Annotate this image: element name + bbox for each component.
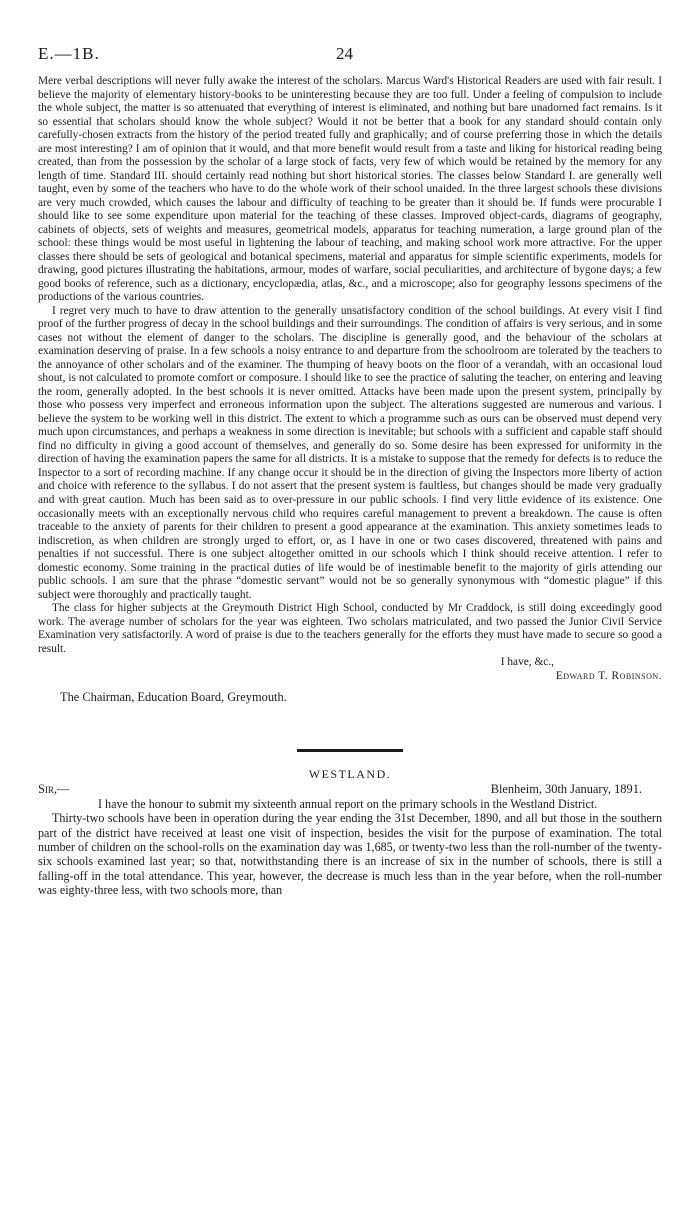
place-date: Blenheim, 30th January, 1891. — [490, 782, 642, 797]
paragraph-high-school: The class for higher subjects at the Greymouth District High School, conducted by Mr Craddock, is still doing exceedingly good work. The average number of scholars for the year was eighteen. Two scholars matriculated, and two passed the Junior Civil Service Examination very satisfactorily. A word of praise is due to the teachers generally for the efforts they must have made to secure so good a result. — [38, 602, 662, 655]
paragraph-westland-schools: Thirty-two schools have been in operation during the year ending the 31st December, 1890, and all but those in the southern part of the district have received at least one visit of inspection, besides the visit for the purpose of examination. The total number of children on the school-rolls on the examination day was 1,685, or twenty-two less than the roll-number of the twenty-six schools examined last year; so that, notwithstanding there is an increase of six in the number of schools, there is still a falling-off in the total attendance. This year, however, the decrease is much less than in the year before, when the roll-number was eighty-three less, with two schools more, than — [38, 811, 662, 898]
salutation-row — [38, 783, 662, 797]
salutation: Sir,— — [38, 782, 70, 797]
paragraph-history-teaching: Mere verbal descriptions will never fully awake the interest of the scholars. Marcus Ward's Historical Readers are used with fair result. I believe the majority of elementary history-books to be uninteresting because they are too full. Under a feeling of compulsion to include the whole subject, the matter is so attenuated that everything of interest is eliminated, and nothing but bare unadorned fact remains. Is it so essential that scholars should know the whole subject? Would it not be better that a book for any standard should contain only carefully-chosen extracts from the history of the period treated fully and graphically; and of course preferring those in which the details are most interesting? I am of opinion that it would, and that more benefit would result from a taste and liking for historical reading being created, than from the possession by the scholar of a large stock of facts, very few of which would be retained by the memory for any length of time. Standard III. should certainly read nothing but short historical stories. The classes below Standard I. are generally well taught, even by some of the teachers who have to do the whole work of their school unaided. In the three largest schools these divisions are very much crowded, which causes the labour and difficulty of teaching to be greater than it should be. If funds were procurable I should like to see some expenditure upon material for the teaching of these classes. Improved object-cards, diagrams of geography, cabinets of objects, sets of weights and measures, geometrical models, apparatus for teaching numeration, a large ground plan of the school: these things would be most useful in lightening the labour of teaching, and making school work more attractive. For the upper classes there should be sets of geological and botanical specimens, material and apparatus for simple scientific experiments, models for drawing, good pictures illustrating the habitations, armour, modes of warfare, social peculiarities, and architecture of bygone days; a few good books of reference, such as a dictionary, encyclopædia, atlas, &c., and a microscope; also for geography lessons specimens of the productions of the various countries. — [38, 75, 662, 304]
paragraph-school-buildings: I regret very much to have to draw attention to the generally unsatisfactory condition of the school buildings. At every visit I find proof of the further progress of decay in the school buildings and their surroundings. The condition of affairs is very serious, and in some cases not without the element of danger to the scholars. The discipline is generally good, and the behaviour of the scholars at examination deserving of praise. In a few schools a noisy entrance to and departure from the schoolroom are tolerated by the teachers to the annoyance of other scholars and of the examiner. The thumping of heavy boots on the floor of a verandah, with an occasional loud shout, is not calculated to promote comfort or composure. I should like to see the practice of saluting the teacher, on entering and leaving the room, generally adopted. In the best schools it is never omitted. Attacks have been made upon the present system, principally by those who possess very imperfect and erroneous information upon the subject. The alterations suggested are numerous and various. I believe the system to be working well in this district. The extent to which a programme such as ours can be observed must depend very much upon circumstances, and perhaps a weakness in some direction is inevitable; but schools with a sufficient and capable staff should find no difficulty in giving a good account of themselves, and generally do so. Some desire has been expressed for uniformity in the direction of having the examination papers the same for all districts. It is a mistake to suppose that the remedy for defects is to reduce the Inspector to a sort of recording machine. If any change occur it should be in the direction of giving the Inspectors more liberty of action and choice with reference to the syllabus. I do not assert that the present system is faultless, but changes should be made very gradually and with great caution. Much has been said as to over-pressure in our public schools. I find very little evidence of its existence. One occasionally meets with an exceptionally nervous child who requires careful management to prevent a breakdown. The cause is often traceable to the anxiety of parents for their children to present a good appearance at the examination. This anxiety sometimes leads to indiscretion, as when children are strongly urged to effort, or, as I have in one or two cases discovered, threatened with pains and penalties if not successful. There is one subject altogether omitted in our schools which I think should receive attention. I refer to domestic economy. Some training in the practical duties of life would be of inestimable benefit to the majority of girls attending our public schools. I am sure that the phrase “domestic servant” would not be so generally synonymous with “domestic plague” if this subject were thoroughly and practically taught. — [38, 304, 662, 601]
paragraph-westland-intro: I have the honour to submit my sixteenth annual report on the primary schools in the Westland District. — [98, 796, 598, 811]
report-body — [38, 75, 662, 898]
addressee: The Chairman, Education Board, Greymouth. — [60, 690, 287, 705]
document-reference: E.—1B. — [38, 44, 100, 63]
closing-row — [38, 656, 662, 670]
signature-name: Edward T. Robinson. — [555, 669, 662, 682]
closing-text: I have, &c., — [500, 656, 554, 669]
page-number: 24 — [336, 44, 353, 63]
section-divider — [297, 749, 403, 752]
section-title-westland: WESTLAND. — [308, 766, 392, 781]
westland-body — [38, 797, 662, 898]
signature — [38, 670, 662, 684]
